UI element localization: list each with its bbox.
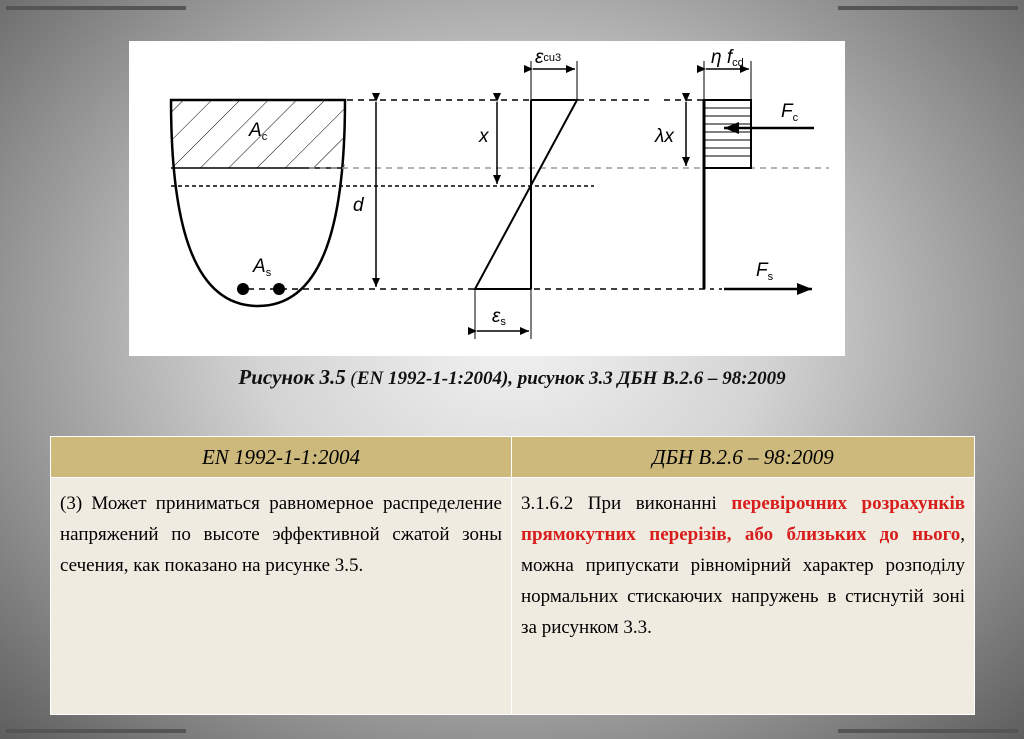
dbn-suffix: , можна припускати рівномірний характер розподілу нормальних стискаючих напружень в стиснутій зоні за рисунком 3.3. [521, 524, 965, 638]
header-dbn: ДБН В.2.6 – 98:2009 [512, 437, 975, 478]
label-es: εs [492, 306, 506, 328]
label-lambda-x: λx [655, 126, 674, 147]
frame-corner-bottom-left [6, 729, 186, 733]
dbn-prefix: 3.1.6.2 При виконанні [521, 493, 732, 514]
frame-corner-bottom-right [838, 729, 1018, 733]
label-as: $A_s$ [253, 256, 272, 279]
stress-block [686, 61, 751, 289]
frame-corner-top-right [838, 6, 1018, 10]
caption-paren: ( [345, 368, 357, 389]
header-en: EN 1992-1-1:2004 [51, 437, 512, 478]
cell-en-text: (3) Может приниматься равномерное распределение напряжений по высоте эффективной сжатой зоны сечения, как показано на рисунке 3.5. [51, 478, 512, 715]
label-x: x [479, 126, 489, 147]
cell-dbn-text [512, 478, 975, 715]
label-eta-fcd: η fcd [711, 47, 744, 69]
caption-reference: EN 1992-1-1:2004), рисунок 3.3 ДБН В.2.6 – 98:2009 [356, 368, 786, 389]
table-header-row [51, 437, 975, 478]
label-d: d [353, 195, 364, 216]
figure-caption [0, 365, 1024, 390]
caption-figure-number: Рисунок 3.5 [238, 365, 346, 389]
strain-diagram [475, 61, 577, 339]
label-fc: $F_c$ [781, 101, 799, 124]
label-ecu3: εcu3 [535, 47, 562, 68]
comparison-table [50, 436, 975, 715]
frame-corner-top-left [6, 6, 186, 10]
table-row [51, 478, 975, 715]
section-stress-diagram [129, 41, 845, 356]
dbn-highlight: перевірочних розрахунків прямокутних перерізів, або близьких до нього [521, 493, 965, 545]
label-fs: $F_s$ [756, 260, 774, 283]
label-ac: $A_c$ [249, 120, 268, 143]
force-arrows [724, 128, 814, 289]
